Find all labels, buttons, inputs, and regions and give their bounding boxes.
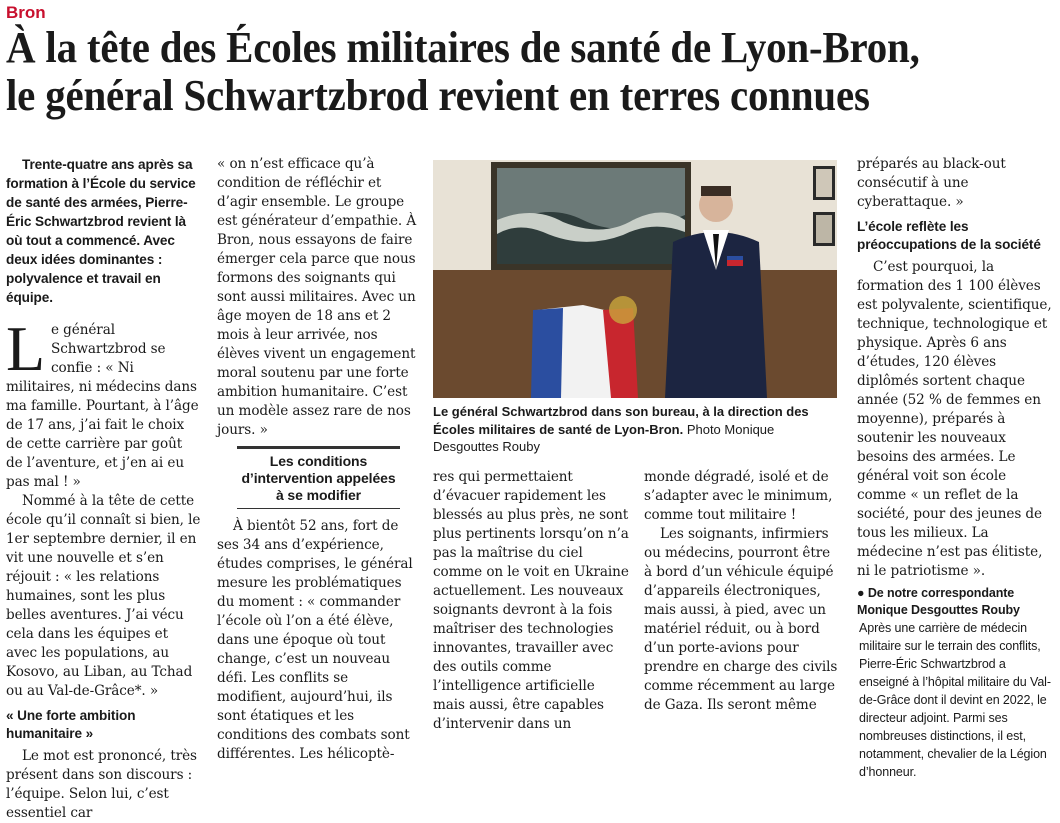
subheading: L’école reflète les préoccupations de la société (857, 219, 1041, 252)
photo-credit: Photo Monique Desgouttes Rouby (433, 421, 775, 454)
photo-caption (433, 403, 837, 456)
paragraph: « on n’est efficace qu’à condition de réfléchir et d’agir ensemble. Le groupe est générateur d’empathie. À Bron, nous essayons de faire émerger cela parce que nous formons des soignants qui sont aussi militaires. Avec un âge moyen de 18 ans et 2 mois à leur arrivée, nos élèves vivent un engagement moral soutenu par une forte ambition humanitaire. C’est un modèle assez rare de nos jours. » (217, 156, 417, 438)
headline-line-1: À la tête des Écoles militaires de santé de Lyon-Bron, (6, 23, 920, 72)
paragraph: res qui permettaient d’évacuer rapidement les blessés au plus près, ne sont plus pertinents lorsqu’on n’a pas la maîtrise du ciel comme on le voit en Ukraine actuellement. Les nouveaux soignants devront à la fois maîtriser des technologies innovantes, travailler avec des outils comme l’intelligence artificielle mais aussi, être capables d’intervenir dans un (433, 469, 629, 732)
caption-text: Le général Schwartzbrod dans son bureau, à la direction des Écoles militaires de santé de Lyon-Bron. (433, 404, 809, 437)
column-5 (857, 155, 1053, 781)
subheading: « Une forte ambition humanitaire » (6, 708, 136, 741)
general-photo (433, 160, 837, 398)
column-1 (6, 155, 202, 823)
paragraph: À bientôt 52 ans, fort de ses 34 ans d’expérience, études comprises, le général mesure les problématiques du moment : « commander l’école où l’on a été élève, dans une époque où tout change, c’est un nouveau défi. Les conflits se modifient, aujourd’hui, ils sont étatiques et les conditions des combats sont différentes. Les hélicoptè- (217, 518, 413, 762)
byline: ● De notre correspondante Monique Desgouttes Rouby (857, 586, 1020, 617)
article-lead: Trente-quatre ans après sa formation à l’École du service de santé des armées, Pierre-Éric Schwartzbrod revient là où tout a commencé. Avec deux idées dominantes : polyvalence et travail en équipe. (6, 157, 196, 305)
paragraph: e général Schwartzbrod se confie : « Ni militaires, ni médecins dans ma famille. Pourtant, à l’âge de 17 ans, j’ai fait le choix de cette carrière par goût de l’aventure, et j’en ai eu pas mal ! » (6, 322, 199, 490)
paragraph: Le mot est prononcé, très présent dans son discours : l’équipe. Selon lui, c’est essentiel car (6, 748, 197, 821)
author-bio: Après une carrière de médecin militaire sur le terrain des conflits, Pierre-Éric Schwartzbrod a enseigné à l’hôpital militaire du Val-de-Grâce dont il devint en 2022, le directeur adjoint. Parmi ses nombreuses distinctions, il est, notamment, chevalier de la Légion d’honneur. (859, 621, 1051, 779)
column-3 (433, 468, 629, 734)
headline-line-2: le général Schwartzbrod revient en terres connues (6, 71, 870, 120)
paragraph: Nommé à la tête de cette école qu’il connaît si bien, le 1er septembre dernier, il en vit une nouvelle et s’en réjouit : « les relations humaines, sont les plus belles aventures. J’ai vécu cela dans les équipes et avec les populations, au Kosovo, au Liban, au Tchad ou au Val-de-Grâce*. » (6, 493, 201, 699)
paragraph: monde dégradé, isolé et de s’adapter avec le minimum, comme tout militaire ! (644, 469, 833, 523)
paragraph: préparés au black-out consécutif à une cyberattaque. » (857, 156, 1006, 210)
drop-cap: L (6, 313, 45, 384)
section-heading: Les conditions d’intervention appelées à se modifier (237, 446, 400, 509)
section-kicker: Bron (6, 3, 46, 22)
paragraph: C’est pourquoi, la formation des 1 100 élèves est polyvalente, scientifique, technique, technologique et physique. Après 6 ans d’études, 120 élèves diplômés sortent chaque année (52 % de femmes en moyenne), préparés à soutenir les nouveaux besoins des armées. Le général voit son école comme « un reflet de la société, pour des jeunes de tous les milieux. La médecine n’est pas élitiste, ni le patriotisme ». (857, 259, 1052, 579)
headline (6, 24, 984, 120)
column-4 (644, 468, 840, 715)
paragraph: Les soignants, infirmiers ou médecins, pourront être à bord d’un véhicule équipé d’appareils électroniques, mais aussi, à pied, avec un matériel réduit, ou à bord d’un porte-avions pour prendre en charge des civils comme récemment au large de Gaza. Ils seront même (644, 526, 838, 713)
